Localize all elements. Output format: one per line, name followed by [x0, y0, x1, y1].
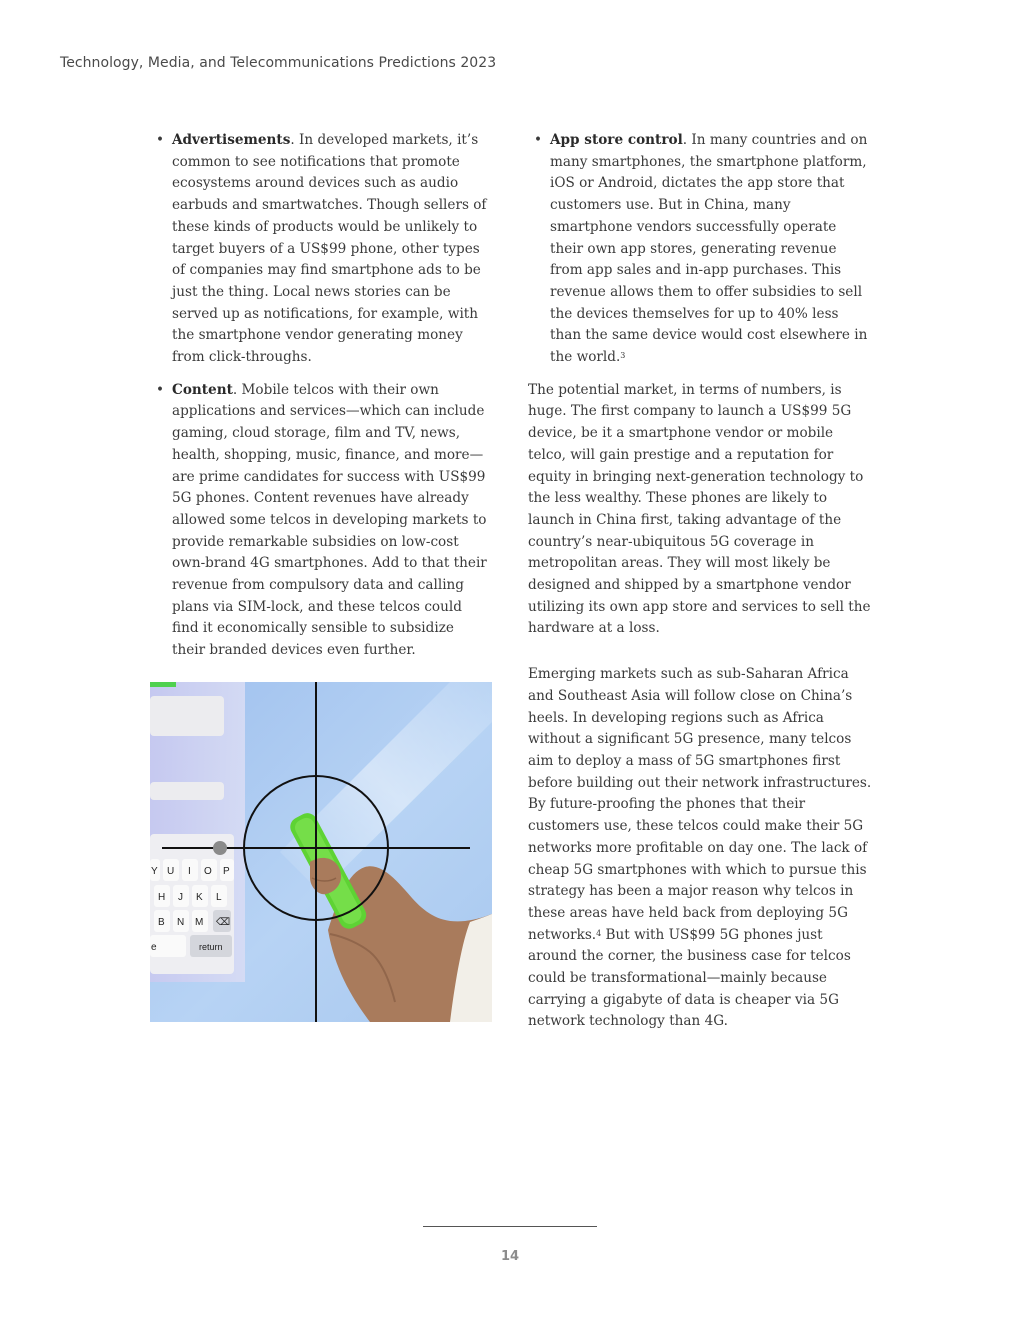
bullet-term: Advertisements: [172, 132, 291, 148]
running-header: Technology, Media, and Telecommunications Predictions 2023: [60, 55, 497, 71]
right-column: [528, 130, 873, 1057]
phone-crosshair-photo: [150, 682, 492, 1022]
key-j: J: [178, 892, 183, 903]
paragraph-emerging-markets: [528, 664, 873, 1033]
key-h: H: [158, 892, 166, 903]
key-o: O: [204, 866, 212, 877]
bullet-content: [172, 380, 490, 662]
key-m: M: [195, 917, 204, 928]
bullet-advertisements: [172, 130, 490, 369]
bullet-term: App store control: [550, 132, 683, 148]
bullet-text: . In many countries and on many smartphones, the smartphone platform, iOS or Android, dictates the app store that customers use. But in China, many smartphone vendors successfully operate their own app stores, generating revenue from app sales and in-app purchases. This revenue allows them to offer subsidies to sell the devices themselves for up to 40% less than the same device would cost elsewhere in the world.: [550, 132, 868, 366]
paragraph-text: Emerging markets such as sub-Saharan Africa and Southeast Asia will follow close on China’s heels. In developing regions such as Africa without a significant 5G presence, many telcos aim to deploy a mass of 5G smartphones first before building out their network infrastructures. By future-proofing the phones that their customers use, these telcos could make their 5G networks more profitable on day one. The lack of cheap 5G smartphones with which to pursue this strategy has been a major reason why telcos in these areas have held back from deploying 5G networks.: [528, 666, 872, 943]
left-bullet-list: [150, 130, 490, 662]
key-y: Y: [151, 866, 158, 877]
footer-divider: [423, 1226, 597, 1227]
key-n: N: [177, 917, 185, 928]
footnote-ref: 4: [596, 928, 602, 938]
key-partial: e: [151, 942, 157, 953]
paragraph-market-size: The potential market, in terms of numbers, is huge. The first company to launch a US$99 5G device, be it a smartphone vendor or mobile telco, will gain prestige and a reputation for equity in bringing next-generation technology to the less wealthy. These phones are likely to launch in China first, taking advantage of the country’s near-ubiquitous 5G coverage in metropolitan areas. They will most likely be designed and shipped by a smartphone vendor utilizing its own app store and services to sell the hardware at a loss.: [528, 381, 871, 637]
bullet-text: . Mobile telcos with their own applications and services—which can include gaming, cloud storage, film and TV, news, health, shopping, music, finance, and more—are prime candidates for success with US$99 5G phones. Content revenues have already allowed some telcos in developing markets to provide remarkable subsidies on low-cost own-brand 4G smartphones. Add to that their revenue from compulsory data and calling plans via SIM-lock, and these telcos could find it economically sensible to subsidize their branded devices even further.: [172, 381, 487, 659]
key-l: L: [216, 892, 222, 903]
key-p: P: [223, 866, 230, 877]
key-u: U: [167, 866, 175, 877]
key-b: B: [158, 917, 165, 928]
footnote-ref: 3: [620, 351, 626, 361]
key-i: I: [188, 866, 191, 877]
bullet-app-store-control: [550, 130, 873, 369]
left-column: [150, 130, 490, 673]
bullet-text: . In developed markets, it’s common to see notifications that promote ecosystems around devices such as audio earbuds and smartwatches. Though sellers of these kinds of products would be unlikely to target buyers of a US$99 phone, other types of companies may find smartphone ads to be just the thing. Local news stories can be served up as notifications, for example, with the smartphone vendor generating money from click-throughs.: [172, 132, 487, 366]
page-number: 14: [500, 1249, 520, 1264]
bullet-term: Content: [172, 381, 233, 398]
paragraph-text: But with US$99 5G phones just around the corner, the business case for telcos could be transformational—mainly because carrying a gigabyte of data is cheaper via 5G network technology than 4G.: [528, 926, 851, 1030]
info-icon: [213, 841, 227, 855]
key-return: return: [199, 942, 223, 952]
key-k: K: [196, 892, 203, 903]
right-bullet-list: [528, 130, 873, 369]
backspace-icon: ⌫: [216, 917, 231, 928]
